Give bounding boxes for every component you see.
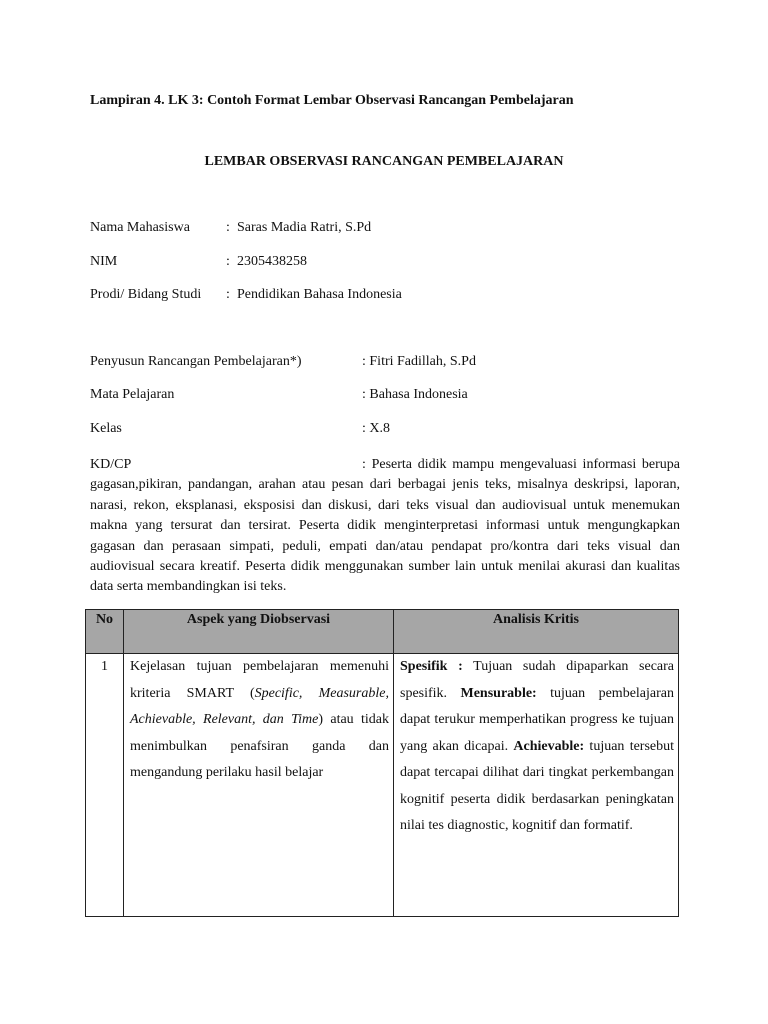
kelas-label: Kelas xyxy=(90,421,122,436)
table-header-row xyxy=(86,610,679,654)
aspek-text-1: Kejelasan tujuan pembelajaran memenuhi kriteria SMART ( xyxy=(130,659,389,701)
aspek-smart-criteria: Specific, Measurable, Achievable, Relevant, dan Time xyxy=(130,685,389,727)
spesifik-text: Tujuan sudah dipaparkan secara spesifik. xyxy=(400,659,675,701)
form-title: LEMBAR OBSERVASI RANCANGAN PEMBELAJARAN xyxy=(204,154,564,169)
observation-table xyxy=(85,609,679,917)
kdcp-value: : Peserta didik mampu mengevaluasi informasi berupa gagasan,pikiran, pandangan, arahan atau pesan dari berbagai jenis teks, misalnya deskripsi, laporan, narasi, rekon, eksplanasi, eksposisi dan diskusi, dari teks visual dan audiovisual untuk menemukan makna yang tersurat dan tersirat. Peserta didik menginterpretasi informasi untuk mengungkapkan gagasan dan perasaan simpati, peduli, empati dan/atau pendapat pro/kontra dari teks visual dan audiovisual secara kreatif. Peserta didik menggunakan sumber lain untuk menilai akurasi dan kualitas data serta membandingkan isi teks. xyxy=(90,457,680,595)
student-nim-value: 2305438258 xyxy=(237,254,307,269)
kelas-value: : X.8 xyxy=(362,421,390,436)
table-row xyxy=(86,654,679,917)
header-no: No xyxy=(86,610,124,654)
mapel-value: : Bahasa Indonesia xyxy=(362,387,468,402)
aspek-text-2: ) atau tidak menimbulkan penafsiran ganda dan mengandung perilaku hasil belajar xyxy=(130,712,389,780)
student-nim-label: NIM xyxy=(90,254,118,269)
penyusun-value: : Fitri Fadillah, S.Pd xyxy=(362,354,476,369)
mapel-label: Mata Pelajaran xyxy=(90,387,175,402)
penyusun-label: Penyusun Rancangan Pembelajaran*) xyxy=(90,354,302,369)
row-number: 1 xyxy=(86,654,124,917)
student-name-value: Saras Madia Ratri, S.Pd xyxy=(237,220,372,235)
aspek-cell xyxy=(124,654,394,917)
achievable-label: Achievable: xyxy=(513,738,585,754)
header-analisis: Analisis Kritis xyxy=(394,610,679,654)
mensurable-text: tujuan pembelajaran dapat terukur memperhatikan progress ke tujuan yang akan dicapai. xyxy=(400,685,674,754)
mensurable-label: Mensurable: xyxy=(460,685,537,701)
lampiran-heading: Lampiran 4. LK 3: Contoh Format Lembar Observasi Rancangan Pembelajaran xyxy=(90,93,574,108)
header-aspek: Aspek yang Diobservasi xyxy=(124,610,394,654)
student-name-separator: : xyxy=(226,220,230,235)
achievable-text: tujuan tersebut dapat tercapai dilihat dari tingkat perkembangan kognitif peserta didik berdasarkan peningkatan nilai tes diagnostic, kognitif dan formatif. xyxy=(400,738,675,833)
student-nim-separator: : xyxy=(226,254,230,269)
kdcp-label: KD/CP xyxy=(90,457,132,472)
student-prodi-separator: : xyxy=(226,287,230,302)
analisis-cell xyxy=(394,654,679,917)
student-prodi-label: Prodi/ Bidang Studi xyxy=(90,287,202,302)
student-name-label: Nama Mahasiswa xyxy=(90,220,190,235)
kdcp-paragraph xyxy=(90,455,680,598)
student-prodi-value: Pendidikan Bahasa Indonesia xyxy=(237,287,402,302)
spesifik-label: Spesifik : xyxy=(400,659,463,674)
